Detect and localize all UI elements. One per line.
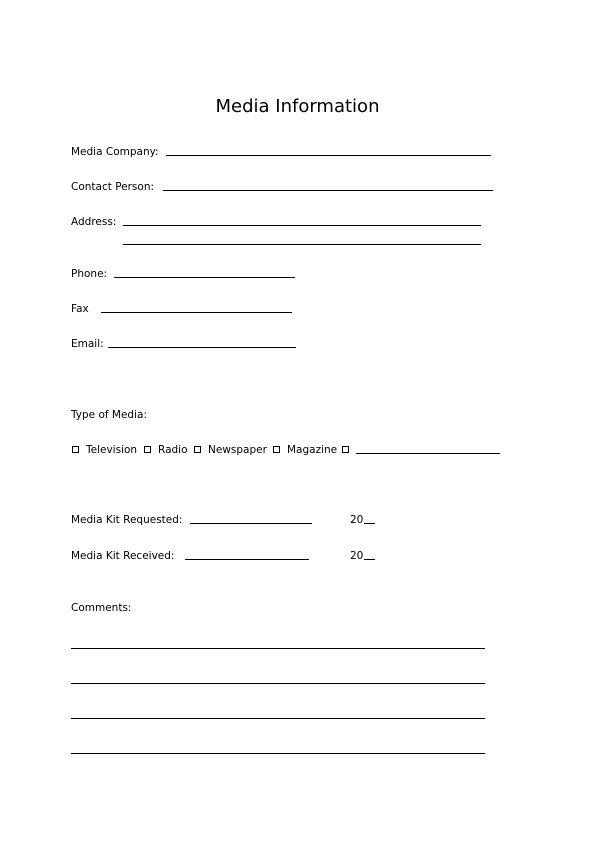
television-option-label: Television [86,444,138,456]
media-kit-requested-label: Media Kit Requested: [71,514,183,526]
fax-label: Fax [71,303,89,315]
media-company-field[interactable] [166,155,491,156]
media-kit-requested-year-prefix: 20 [350,514,364,526]
phone-field[interactable] [114,277,295,278]
other-media-field[interactable] [356,453,500,454]
media-company-label: Media Company: [71,146,159,158]
email-label: Email: [71,338,104,350]
media-kit-received-label: Media Kit Received: [71,550,175,562]
phone-label: Phone: [71,268,108,280]
comments-label: Comments: [71,602,132,614]
media-kit-received-year-field[interactable] [364,559,375,560]
page-title: Media Information [215,96,380,117]
comments-line-4[interactable] [71,753,485,754]
media-kit-requested-year-field[interactable] [364,523,375,524]
radio-option-label: Radio [158,444,188,456]
radio-checkbox[interactable] [144,446,151,453]
contact-person-label: Contact Person: [71,181,155,193]
email-field[interactable] [108,347,296,348]
comments-line-3[interactable] [71,718,485,719]
comments-line-2[interactable] [71,683,485,684]
fax-field[interactable] [101,312,292,313]
newspaper-option-label: Newspaper [208,444,267,456]
magazine-option-label: Magazine [287,444,338,456]
media-kit-received-field[interactable] [185,559,309,560]
media-kit-received-year-prefix: 20 [350,550,364,562]
address-label: Address: [71,216,117,228]
comments-line-1[interactable] [71,648,485,649]
contact-person-field[interactable] [163,190,493,191]
type-of-media-label: Type of Media: [71,409,147,421]
address-field-line-2[interactable] [123,244,481,245]
media-kit-requested-field[interactable] [190,523,312,524]
television-checkbox[interactable] [72,446,79,453]
magazine-checkbox[interactable] [273,446,280,453]
address-field-line-1[interactable] [123,225,481,226]
newspaper-checkbox[interactable] [194,446,201,453]
other-media-checkbox[interactable] [342,446,349,453]
